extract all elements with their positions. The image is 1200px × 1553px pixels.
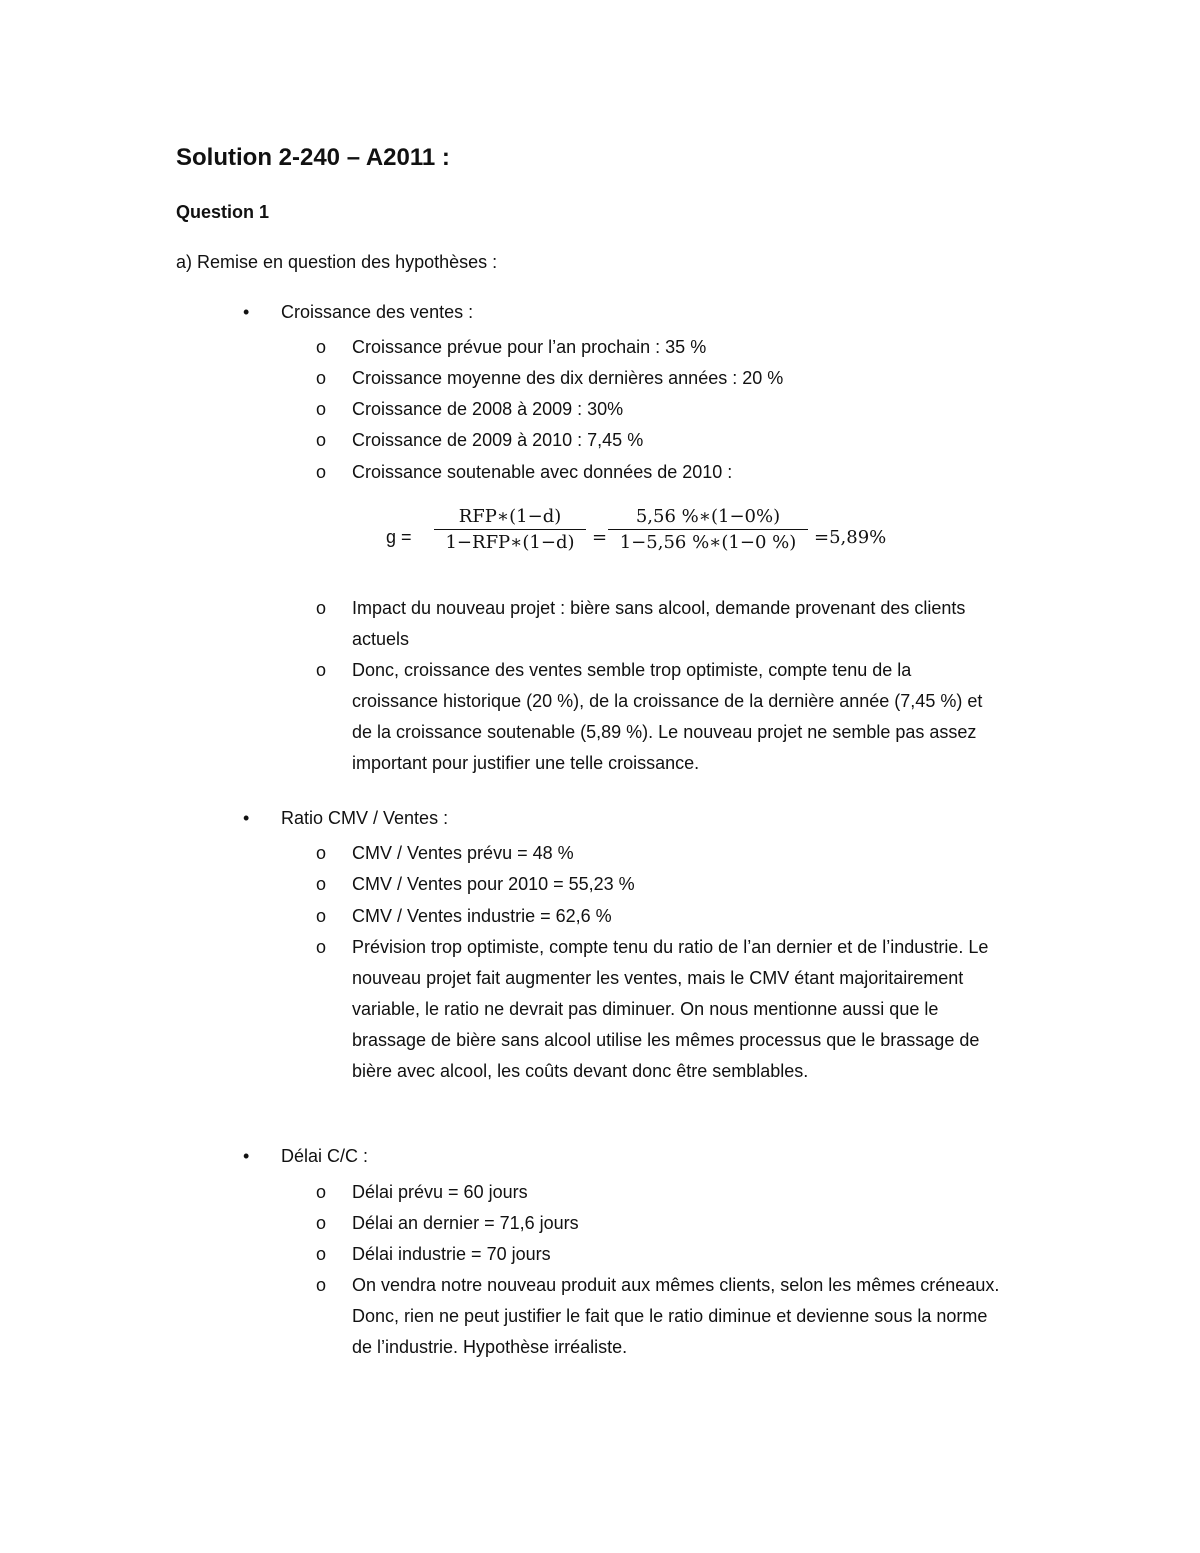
formula-equals: = (592, 527, 608, 548)
sub-bullet-icon: o (316, 1275, 327, 1295)
list-item-text: Impact du nouveau projet : bière sans alcool, demande provenant des clients actuels (352, 598, 966, 649)
sub-bullet-icon: o (316, 598, 327, 618)
list-item-text: On vendra notre nouveau produit aux mêmes clients, selon les mêmes créneaux. Donc, rien ne peut justifier le fait que le ratio diminue et devienne sous la norme de l’industrie. Hypothèse irréaliste. (352, 1275, 1000, 1357)
formula-fraction-1 (434, 506, 586, 553)
sub-bullet-icon: o (316, 874, 327, 894)
formula-lhs: g = (386, 527, 412, 547)
sub-bullet-icon: o (316, 937, 327, 957)
section-heading: Délai C/C : (281, 1146, 369, 1166)
sub-bullet-icon: o (316, 399, 327, 419)
list-item-text: Délai prévu = 60 jours (352, 1182, 528, 1202)
sub-bullet-icon: o (316, 660, 327, 680)
sub-bullet-icon: o (316, 906, 327, 926)
fraction-denominator: 1−5,56 %∗(1−0 %) (619, 532, 797, 553)
sub-bullet-icon: o (316, 368, 327, 388)
section-heading: Ratio CMV / Ventes : (281, 808, 449, 828)
list-item-text: Donc, croissance des ventes semble trop optimiste, compte tenu de la croissance historique (20 %), de la croissance de la dernière année (7,45 %) et de la croissance soutenable (5,89 %). Le nouveau projet ne semble pas assez important pour justifier une telle croissance. (352, 660, 983, 773)
fraction-numerator: RFP∗(1−d) (458, 506, 562, 527)
list-item-text: CMV / Ventes prévu = 48 % (352, 843, 574, 863)
fraction-denominator: 1−RFP∗(1−d) (445, 532, 575, 553)
sub-bullet-icon: o (316, 1213, 327, 1233)
growth-formula (386, 500, 946, 580)
list-item-text: Croissance soutenable avec données de 2010 : (352, 462, 733, 482)
list-item-text: Croissance de 2008 à 2009 : 30% (352, 399, 624, 419)
section-heading: Croissance des ventes : (281, 302, 474, 322)
formula-result: =5,89% (814, 527, 887, 548)
question-title: Question 1 (176, 202, 270, 222)
fraction-numerator: 5,56 %∗(1−0%) (635, 506, 781, 527)
sub-bullet-icon: o (316, 430, 327, 450)
list-item-text: CMV / Ventes pour 2010 = 55,23 % (352, 874, 635, 894)
list-item-text: Prévision trop optimiste, compte tenu du ratio de l’an dernier et de l’industrie. Le nouveau projet fait augmenter les ventes, mais le CMV étant majoritairement variable, le ratio ne devrait pas diminuer. On nous mentionne aussi que le brassage de bière sans alcool utilise les mêmes processus que le brassage de bière avec alcool, les coûts devant donc être semblables. (352, 937, 989, 1081)
sub-bullet-icon: o (316, 843, 327, 863)
bullet-icon: • (243, 302, 250, 322)
sub-bullet-icon: o (316, 337, 327, 357)
fraction-bar (608, 529, 808, 530)
bullet-icon: • (243, 808, 250, 828)
list-item-text: Croissance prévue pour l’an prochain : 35 % (352, 337, 707, 357)
list-item-text: Croissance de 2009 à 2010 : 7,45 % (352, 430, 644, 450)
fraction-bar (434, 529, 586, 530)
sub-bullet-icon: o (316, 462, 327, 482)
list-item-text: Délai industrie = 70 jours (352, 1244, 551, 1264)
list-item-text: Délai an dernier = 71,6 jours (352, 1213, 579, 1233)
part-a-heading: a) Remise en question des hypothèses : (176, 252, 498, 272)
sub-bullet-icon: o (316, 1182, 327, 1202)
bullet-icon: • (243, 1146, 250, 1166)
list-item-text: CMV / Ventes industrie = 62,6 % (352, 906, 612, 926)
document-title: Solution 2-240 – A2011 : (176, 144, 450, 171)
sub-bullet-icon: o (316, 1244, 327, 1264)
list-item-text: Croissance moyenne des dix dernières années : 20 % (352, 368, 784, 388)
formula-fraction-2 (608, 506, 808, 553)
